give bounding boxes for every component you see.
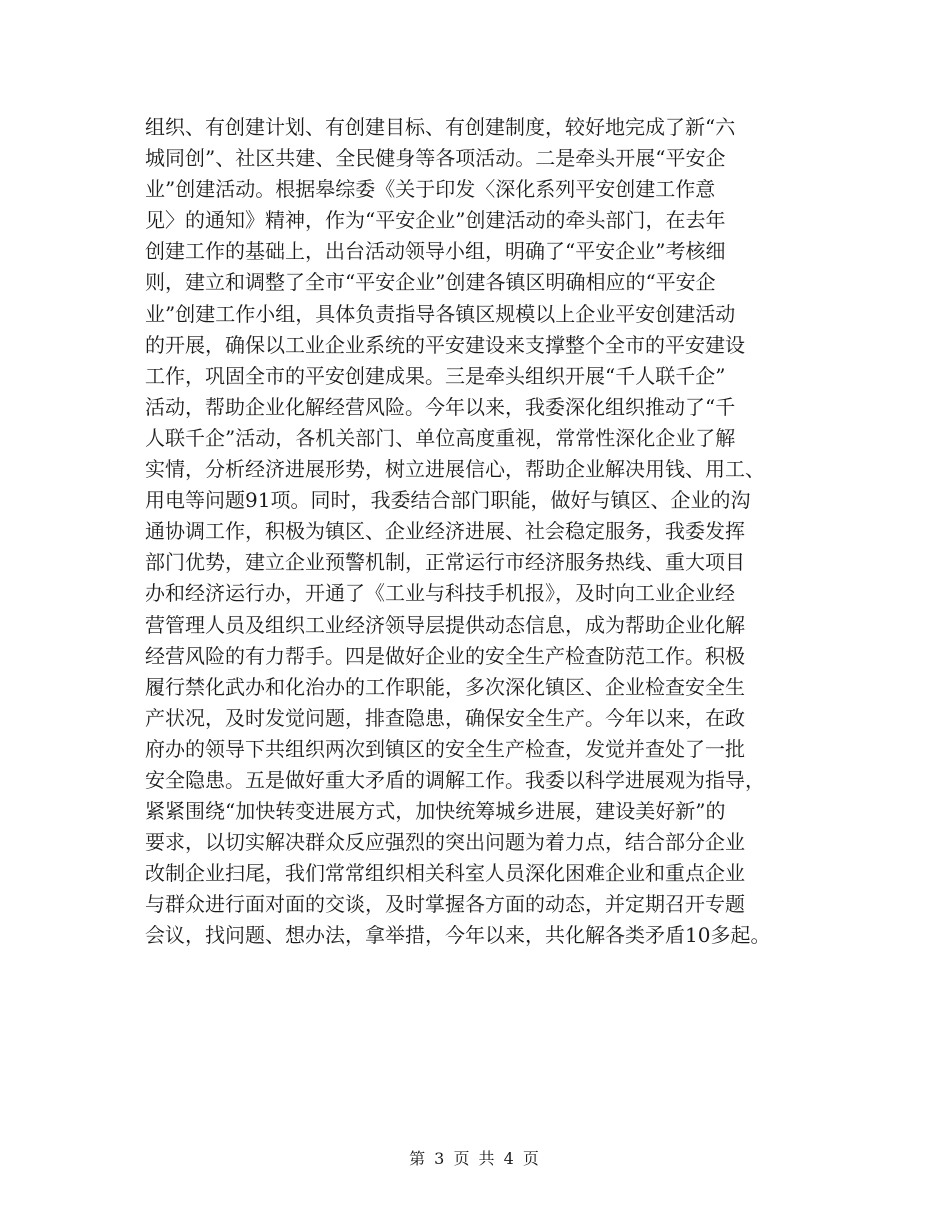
text-line: 履行禁化武办和化治办的工作职能，多次深化镇区、企业检查安全生: [145, 674, 745, 699]
text-line: 要求，以切实解决群众反应强烈的突出问题为着力点，结合部分企业: [145, 830, 745, 855]
text-line: 城同创”、社区共建、全民健身等各项活动。二是牵头开展“平安企: [145, 146, 726, 171]
text-line: 营管理人员及组织工业经济领导层提供动态信息，成为帮助企业化解: [145, 612, 745, 637]
text-line: 会议，找问题、想办法，拿举措，今年以来，共化解各类矛盾10多起。: [145, 923, 771, 948]
text-line: 业”创建工作小组，具体负责指导各镇区规模以上企业平安创建活动: [145, 301, 736, 326]
text-line: 经营风险的有力帮手。四是做好企业的安全生产检查防范工作。积极: [145, 643, 745, 668]
page-number-footer: 第 3 页 共 4 页: [409, 1149, 541, 1168]
text-line: 府办的领导下共组织两次到镇区的安全生产检查，发觉并查处了一批: [145, 736, 745, 761]
text-line: 组织、有创建计划、有创建目标、有创建制度，较好地完成了新“六: [145, 115, 736, 139]
text-line: 实情，分析经济进展形势，树立进展信心，帮助企业解决用钱、用工、: [145, 457, 765, 482]
text-line: 产状况，及时发觉问题，排查隐患，确保安全生产。今年以来，在政: [145, 705, 745, 730]
text-line: 业”创建活动。根据皋综委《关于印发〈深化系列平安创建工作意: [145, 177, 716, 202]
text-line: 人联千企”活动，各机关部门、单位高度重视，常常性深化企业了解: [145, 425, 736, 450]
text-line: 的开展，确保以工业企业系统的平安建设来支撑整个全市的平安建设: [145, 332, 745, 357]
text-line: 安全隐患。五是做好重大矛盾的调解工作。我委以科学进展观为指导，: [145, 767, 765, 792]
text-line: 见〉的通知》精神，作为“平安企业”创建活动的牵头部门，在去年: [145, 208, 726, 233]
text-line: 紧紧围绕“加快转变进展方式，加快统筹城乡进展，建设美好新”的: [145, 799, 726, 824]
text-line: 创建工作的基础上，出台活动领导小组，明确了“平安企业”考核细: [145, 239, 726, 264]
body-text: [145, 112, 835, 952]
text-line: 工作，巩固全市的平安创建成果。三是牵头组织开展“千人联千企”: [145, 363, 726, 388]
text-line: 部门优势，建立企业预警机制，正常运行市经济服务热线、重大项目: [145, 550, 745, 575]
text-line: 与群众进行面对面的交谈，及时掌握各方面的动态，并定期召开专题: [145, 892, 745, 917]
text-line: 则，建立和调整了全市“平安企业”创建各镇区明确相应的“平安企: [145, 270, 716, 295]
text-line: 改制企业扫尾，我们常常组织相关科室人员深化困难企业和重点企业: [145, 861, 745, 886]
text-line: 活动，帮助企业化解经营风险。今年以来，我委深化组织推动了“千: [145, 394, 736, 419]
text-line: 用电等问题91项。同时，我委结合部门职能，做好与镇区、企业的沟: [145, 488, 751, 513]
text-line: 办和经济运行办，开通了《工业与科技手机报》，及时向工业企业经: [145, 581, 735, 606]
text-line: 通协调工作，积极为镇区、企业经济进展、社会稳定服务，我委发挥: [145, 519, 745, 544]
